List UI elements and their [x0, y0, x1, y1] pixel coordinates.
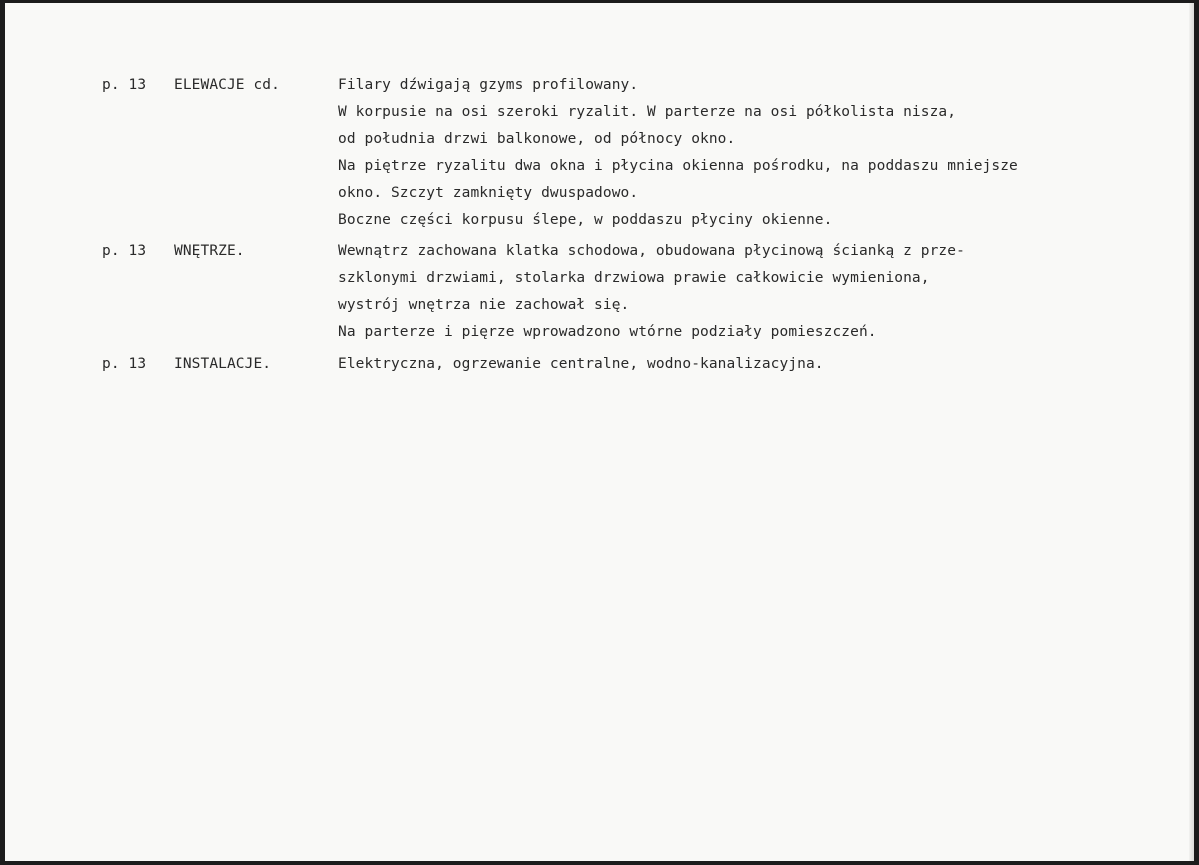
text-line: Na piętrze ryzalitu dwa okna i płycina okienna pośrodku, na poddaszu mniejsze — [338, 158, 1018, 174]
text-line: od południa drzwi balkonowe, od północy okno. — [338, 131, 736, 147]
text-line: szklonymi drzwiami, stolarka drzwiowa prawie całkowicie wymieniona, — [338, 270, 930, 286]
section-heading: WNĘTRZE. — [174, 243, 245, 259]
text-line: Na parterze i pięrze wprowadzono wtórne podziały pomieszczeń. — [338, 324, 877, 340]
page-reference: p. 13 — [102, 243, 147, 259]
text-line: W korpusie na osi szeroki ryzalit. W parterze na osi półkolista nisza, — [338, 104, 957, 120]
document-page — [5, 3, 1194, 861]
text-line: wystrój wnętrza nie zachował się. — [338, 297, 630, 313]
text-line: Elektryczna, ogrzewanie centralne, wodno-kanalizacyjna. — [338, 356, 824, 372]
text-line: Filary dźwigają gzyms profilowany. — [338, 77, 639, 93]
page-reference: p. 13 — [102, 77, 147, 93]
page-reference: p. 13 — [102, 356, 147, 372]
text-line: Boczne części korpusu ślepe, w poddaszu płyciny okienne. — [338, 212, 833, 228]
text-line: okno. Szczyt zamknięty dwuspadowo. — [338, 185, 639, 201]
section-heading: INSTALACJE. — [174, 356, 272, 372]
text-line: Wewnątrz zachowana klatka schodowa, obudowana płycinową ścianką z prze- — [338, 243, 965, 259]
section-heading: ELEWACJE cd. — [174, 77, 280, 93]
